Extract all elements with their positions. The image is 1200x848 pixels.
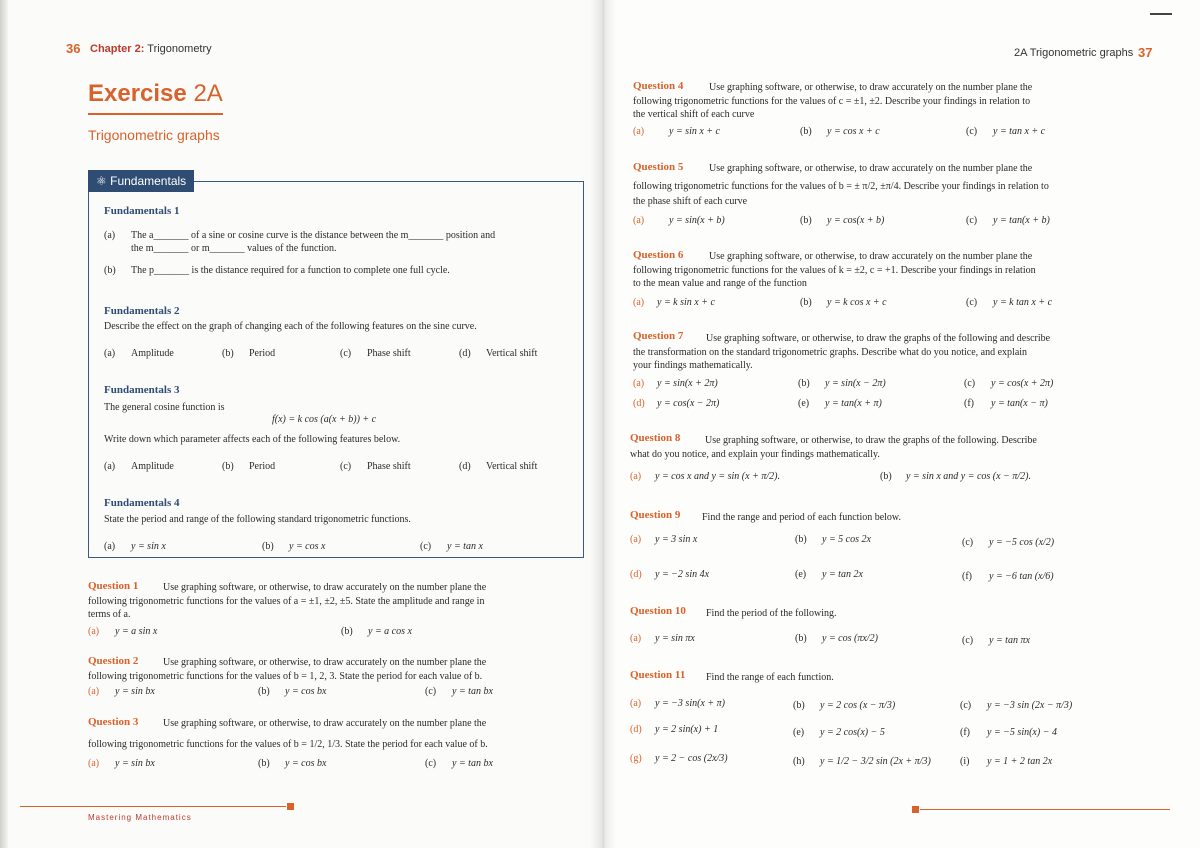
f2-item-text: Vertical shift bbox=[486, 348, 538, 359]
q7-line-3: your findings mathematically. bbox=[633, 360, 753, 371]
q1-item-label: (a) bbox=[88, 626, 100, 637]
q3-line-2-start: following trigonometric functions for the values of b = bbox=[88, 739, 307, 750]
fundamentals-3-title: Fundamentals 3 bbox=[104, 384, 180, 396]
f2-item-text: Period bbox=[249, 348, 276, 359]
q11-item-label: (c) bbox=[960, 700, 972, 711]
q7-item-label: (a) bbox=[633, 378, 645, 389]
right-footer-rule bbox=[920, 809, 1170, 810]
q3-line-2-end: . State the period for each value of b. bbox=[340, 739, 488, 750]
f3-description-2: Write down which parameter affects each of the following features below. bbox=[104, 434, 401, 445]
q4-item-text: y = cos x + c bbox=[827, 126, 880, 137]
q7-item-label: (c) bbox=[964, 378, 976, 389]
fundamentals-tab-label: Fundamentals bbox=[110, 174, 187, 188]
q10-item-text: y = tan πx bbox=[989, 635, 1030, 646]
q5-item-text: y = sin(x + b) bbox=[669, 215, 725, 226]
q3-item-text: y = tan bx bbox=[452, 758, 493, 769]
f4-item-label: (c) bbox=[420, 541, 432, 552]
title-rule bbox=[88, 113, 223, 115]
q5-item-label: (c) bbox=[966, 215, 978, 226]
right-header: 2A Trigonometric graphs bbox=[1014, 47, 1134, 59]
q11-item-text: y = 2 cos(x) − 5 bbox=[820, 727, 885, 738]
q2-line-1: Use graphing software, or otherwise, to draw accurately on the number plane the bbox=[163, 657, 487, 668]
chapter-label: Chapter 2: bbox=[90, 43, 145, 55]
q3-fractions: 1/2, 1/3 bbox=[309, 739, 340, 750]
q3-line-1: Use graphing software, or otherwise, to draw accurately on the number plane the bbox=[163, 718, 487, 729]
q5-item-text: y = tan(x + b) bbox=[993, 215, 1050, 226]
f1-b-line: The p_______ is the distance required for a function to complete one full cycle. bbox=[131, 265, 450, 276]
exercise-title bbox=[88, 80, 223, 108]
q7-item-label: (b) bbox=[798, 378, 810, 389]
fundamentals-1-title: Fundamentals 1 bbox=[104, 205, 180, 217]
exercise-word: Exercise bbox=[88, 80, 187, 107]
fundamentals-2-title: Fundamentals 2 bbox=[104, 305, 180, 317]
q11-item-label: (h) bbox=[793, 756, 805, 767]
q4-item-label: (b) bbox=[800, 126, 812, 137]
q7-line-1: Use graphing software, or otherwise, to draw the graphs of the following and describe bbox=[706, 333, 1051, 344]
f3-item-label: (b) bbox=[222, 461, 234, 472]
f3-item-label: (c) bbox=[340, 461, 352, 472]
q8-item-text: y = cos x and y = sin (x + π/2). bbox=[655, 471, 780, 482]
q8-item-label: (a) bbox=[630, 471, 642, 482]
q1-item-label: (b) bbox=[341, 626, 353, 637]
q5-item-text: y = cos(x + b) bbox=[827, 215, 885, 226]
q4-line-1: Use graphing software, or otherwise, to draw accurately on the number plane the bbox=[709, 82, 1033, 93]
q5-line-1: Use graphing software, or otherwise, to draw accurately on the number plane the bbox=[709, 163, 1033, 174]
q7-item-label: (d) bbox=[633, 398, 645, 409]
q2-item-label: (b) bbox=[258, 686, 270, 697]
q7-item-text: y = sin(x + 2π) bbox=[657, 378, 718, 389]
q10-item-text: y = sin πx bbox=[655, 633, 695, 644]
q9-item-label: (b) bbox=[795, 534, 807, 545]
chapter-header bbox=[90, 43, 212, 55]
q1-line-3: terms of a. bbox=[88, 609, 131, 620]
fundamentals-4-title: Fundamentals 4 bbox=[104, 497, 180, 509]
f2-item-label: (d) bbox=[459, 348, 471, 359]
q3-item-label: (b) bbox=[258, 758, 270, 769]
question-5-title: Question 5 bbox=[633, 161, 684, 173]
right-page-number: 37 bbox=[1138, 45, 1153, 60]
question-2-title: Question 2 bbox=[88, 655, 139, 667]
q9-item-label: (f) bbox=[962, 571, 972, 582]
top-mark bbox=[1150, 13, 1172, 15]
q7-item-text: y = cos(x − 2π) bbox=[657, 398, 720, 409]
left-page-number: 36 bbox=[66, 41, 81, 56]
f3-item-text: Vertical shift bbox=[486, 461, 538, 472]
q11-item-text: y = −5 sin(x) − 4 bbox=[987, 727, 1057, 738]
q3-line-2 bbox=[88, 738, 488, 751]
f4-item-text: y = tan x bbox=[447, 541, 483, 552]
q5-fractions: π/2, ±π/4 bbox=[862, 181, 899, 192]
question-4-title: Question 4 bbox=[633, 80, 684, 92]
f4-item-label: (b) bbox=[262, 541, 274, 552]
q6-item-label: (c) bbox=[966, 297, 978, 308]
q7-item-text: y = cos(x + 2π) bbox=[991, 378, 1054, 389]
q1-line-1: Use graphing software, or otherwise, to draw accurately on the number plane the bbox=[163, 582, 487, 593]
fundamentals-icon: ⚛ bbox=[96, 174, 107, 188]
exercise-subtitle: Trigonometric graphs bbox=[88, 127, 220, 143]
q8-item-label: (b) bbox=[880, 471, 892, 482]
question-3-title: Question 3 bbox=[88, 716, 139, 728]
q9-item-label: (e) bbox=[795, 569, 807, 580]
q3-item-label: (a) bbox=[88, 758, 100, 769]
page-edge bbox=[0, 0, 8, 848]
f1-a-line1: The a_______ of a sine or cosine curve is the distance between the m_______ position and bbox=[131, 230, 496, 241]
q10-item-label: (c) bbox=[962, 635, 974, 646]
f2-item-label: (c) bbox=[340, 348, 352, 359]
q6-line-2: following trigonometric functions for the values of k = ±2, c = +1. Describe your findings in relation bbox=[633, 265, 1036, 276]
f3-description: The general cosine function is bbox=[104, 402, 225, 413]
f2-item-text: Amplitude bbox=[131, 348, 174, 359]
q10-description: Find the period of the following. bbox=[706, 608, 837, 619]
q9-item-text: y = −5 cos (x/2) bbox=[989, 537, 1055, 548]
q8-line-1: Use graphing software, or otherwise, to draw the graphs of the following. Describe bbox=[705, 435, 1037, 446]
q4-item-text: y = tan x + c bbox=[993, 126, 1046, 137]
q6-line-1: Use graphing software, or otherwise, to draw accurately on the number plane the bbox=[709, 251, 1033, 262]
book-gutter bbox=[590, 0, 616, 848]
question-7-title: Question 7 bbox=[633, 330, 684, 342]
q11-item-label: (g) bbox=[630, 753, 642, 764]
q9-item-label: (a) bbox=[630, 534, 642, 545]
exercise-number: 2A bbox=[193, 80, 223, 107]
q2-item-text: y = sin bx bbox=[115, 686, 155, 697]
f4-item-text: y = cos x bbox=[289, 541, 326, 552]
q1-item-text: y = a cos x bbox=[368, 626, 412, 637]
f4-description: State the period and range of the following standard trigonometric functions. bbox=[104, 514, 411, 525]
q7-line-2: the transformation on the standard trigonometric graphs. Describe what do you notice, and explain bbox=[633, 347, 1028, 358]
q11-item-label: (d) bbox=[630, 724, 642, 735]
q3-item-text: y = sin bx bbox=[115, 758, 155, 769]
q9-item-label: (d) bbox=[630, 569, 642, 580]
q9-description: Find the range and period of each function below. bbox=[702, 512, 902, 523]
q11-item-text: y = 2 sin(x) + 1 bbox=[655, 724, 719, 735]
q8-item-text: y = sin x and y = cos (x − π/2). bbox=[906, 471, 1031, 482]
q9-item-label: (c) bbox=[962, 537, 974, 548]
f1-a-label: (a) bbox=[104, 230, 116, 241]
chapter-name: Trigonometry bbox=[147, 43, 212, 55]
q11-item-text: y = 1/2 − 3/2 sin (2x + π/3) bbox=[820, 756, 931, 767]
q11-item-text: y = −3 sin(x + π) bbox=[655, 698, 725, 709]
f2-item-text: Phase shift bbox=[367, 348, 411, 359]
q9-item-text: y = 5 cos 2x bbox=[822, 534, 871, 545]
q11-item-label: (e) bbox=[793, 727, 805, 738]
question-9-title: Question 9 bbox=[630, 509, 681, 521]
q4-item-label: (c) bbox=[966, 126, 978, 137]
q6-item-label: (a) bbox=[633, 297, 645, 308]
f2-item-label: (a) bbox=[104, 348, 116, 359]
q6-item-text: y = k sin x + c bbox=[657, 297, 715, 308]
q2-item-text: y = cos bx bbox=[285, 686, 327, 697]
q5-line-2-end: . Describe your findings in relation to bbox=[898, 181, 1049, 192]
q5-item-label: (a) bbox=[633, 215, 645, 226]
q10-item-label: (b) bbox=[795, 633, 807, 644]
q11-item-label: (f) bbox=[960, 727, 970, 738]
q11-item-text: y = 1 + 2 tan 2x bbox=[987, 756, 1053, 767]
q4-item-label: (a) bbox=[633, 126, 645, 137]
footer-square bbox=[287, 803, 294, 810]
q5-item-label: (b) bbox=[800, 215, 812, 226]
q6-item-label: (b) bbox=[800, 297, 812, 308]
q11-item-label: (b) bbox=[793, 700, 805, 711]
q1-item-text: y = a sin x bbox=[115, 626, 158, 637]
q2-item-label: (c) bbox=[425, 686, 437, 697]
f4-item-text: y = sin x bbox=[131, 541, 166, 552]
q6-item-text: y = k cos x + c bbox=[827, 297, 887, 308]
f1-b-label: (b) bbox=[104, 265, 116, 276]
q10-item-text: y = cos (πx/2) bbox=[822, 633, 878, 644]
f3-item-text: Period bbox=[249, 461, 276, 472]
question-1-title: Question 1 bbox=[88, 580, 139, 592]
q6-line-3: to the mean value and range of the function bbox=[633, 278, 807, 289]
q4-item-text: y = sin x + c bbox=[669, 126, 720, 137]
q9-item-text: y = 3 sin x bbox=[655, 534, 698, 545]
q7-item-text: y = tan(x + π) bbox=[825, 398, 882, 409]
q3-item-text: y = cos bx bbox=[285, 758, 327, 769]
q6-item-text: y = k tan x + c bbox=[993, 297, 1053, 308]
q5-line-3: the phase shift of each curve bbox=[633, 196, 748, 207]
question-6-title: Question 6 bbox=[633, 249, 684, 261]
q7-item-text: y = sin(x − 2π) bbox=[825, 378, 886, 389]
f2-item-label: (b) bbox=[222, 348, 234, 359]
q11-item-text: y = −3 sin (2x − π/3) bbox=[987, 700, 1073, 711]
q11-item-text: y = 2 − cos (2x/3) bbox=[655, 753, 728, 764]
q11-item-text: y = 2 cos (x − π/3) bbox=[820, 700, 896, 711]
q11-description: Find the range of each function. bbox=[706, 672, 834, 683]
question-8-title: Question 8 bbox=[630, 432, 681, 444]
q8-line-2: what do you notice, and explain your findings mathematically. bbox=[630, 449, 880, 460]
q4-line-2: following trigonometric functions for the values of c = ±1, ±2. Describe your findings in relation to bbox=[633, 96, 1031, 107]
f3-item-text: Phase shift bbox=[367, 461, 411, 472]
footer-rule bbox=[20, 806, 286, 807]
question-10-title: Question 10 bbox=[630, 605, 686, 617]
f3-formula: f(x) = k cos (a(x + b)) + c bbox=[272, 414, 377, 425]
f3-item-label: (d) bbox=[459, 461, 471, 472]
q1-line-2: following trigonometric functions for the values of a = ±1, ±2, ±5. State the amplitude and range in bbox=[88, 596, 485, 607]
q10-item-label: (a) bbox=[630, 633, 642, 644]
q9-item-text: y = tan 2x bbox=[822, 569, 863, 580]
question-11-title: Question 11 bbox=[630, 669, 686, 681]
fundamentals-tab bbox=[88, 170, 194, 192]
f4-item-label: (a) bbox=[104, 541, 116, 552]
q2-item-label: (a) bbox=[88, 686, 100, 697]
q9-item-text: y = −6 tan (x/6) bbox=[989, 571, 1054, 582]
f1-a-line2: the m_______ or m_______ values of the function. bbox=[131, 243, 337, 254]
q7-item-label: (e) bbox=[798, 398, 810, 409]
q7-item-text: y = tan(x − π) bbox=[991, 398, 1048, 409]
q11-item-label: (i) bbox=[960, 756, 970, 767]
q2-item-text: y = tan bx bbox=[452, 686, 493, 697]
f3-item-text: Amplitude bbox=[131, 461, 174, 472]
q11-item-label: (a) bbox=[630, 698, 642, 709]
q4-line-3: the vertical shift of each curve bbox=[633, 109, 755, 120]
footer-book-title: Mastering Mathematics bbox=[88, 813, 192, 822]
right-footer-square bbox=[912, 806, 919, 813]
q5-line-2-start: following trigonometric functions for the values of b = ± bbox=[633, 181, 860, 192]
q3-item-label: (c) bbox=[425, 758, 437, 769]
q9-item-text: y = −2 sin 4x bbox=[655, 569, 710, 580]
f2-description: Describe the effect on the graph of changing each of the following features on the sine curve. bbox=[104, 321, 477, 332]
q7-item-label: (f) bbox=[964, 398, 974, 409]
f3-item-label: (a) bbox=[104, 461, 116, 472]
q2-line-2: following trigonometric functions for the values of b = 1, 2, 3. State the period for each value of b. bbox=[88, 671, 483, 682]
q5-line-2 bbox=[633, 180, 1049, 193]
